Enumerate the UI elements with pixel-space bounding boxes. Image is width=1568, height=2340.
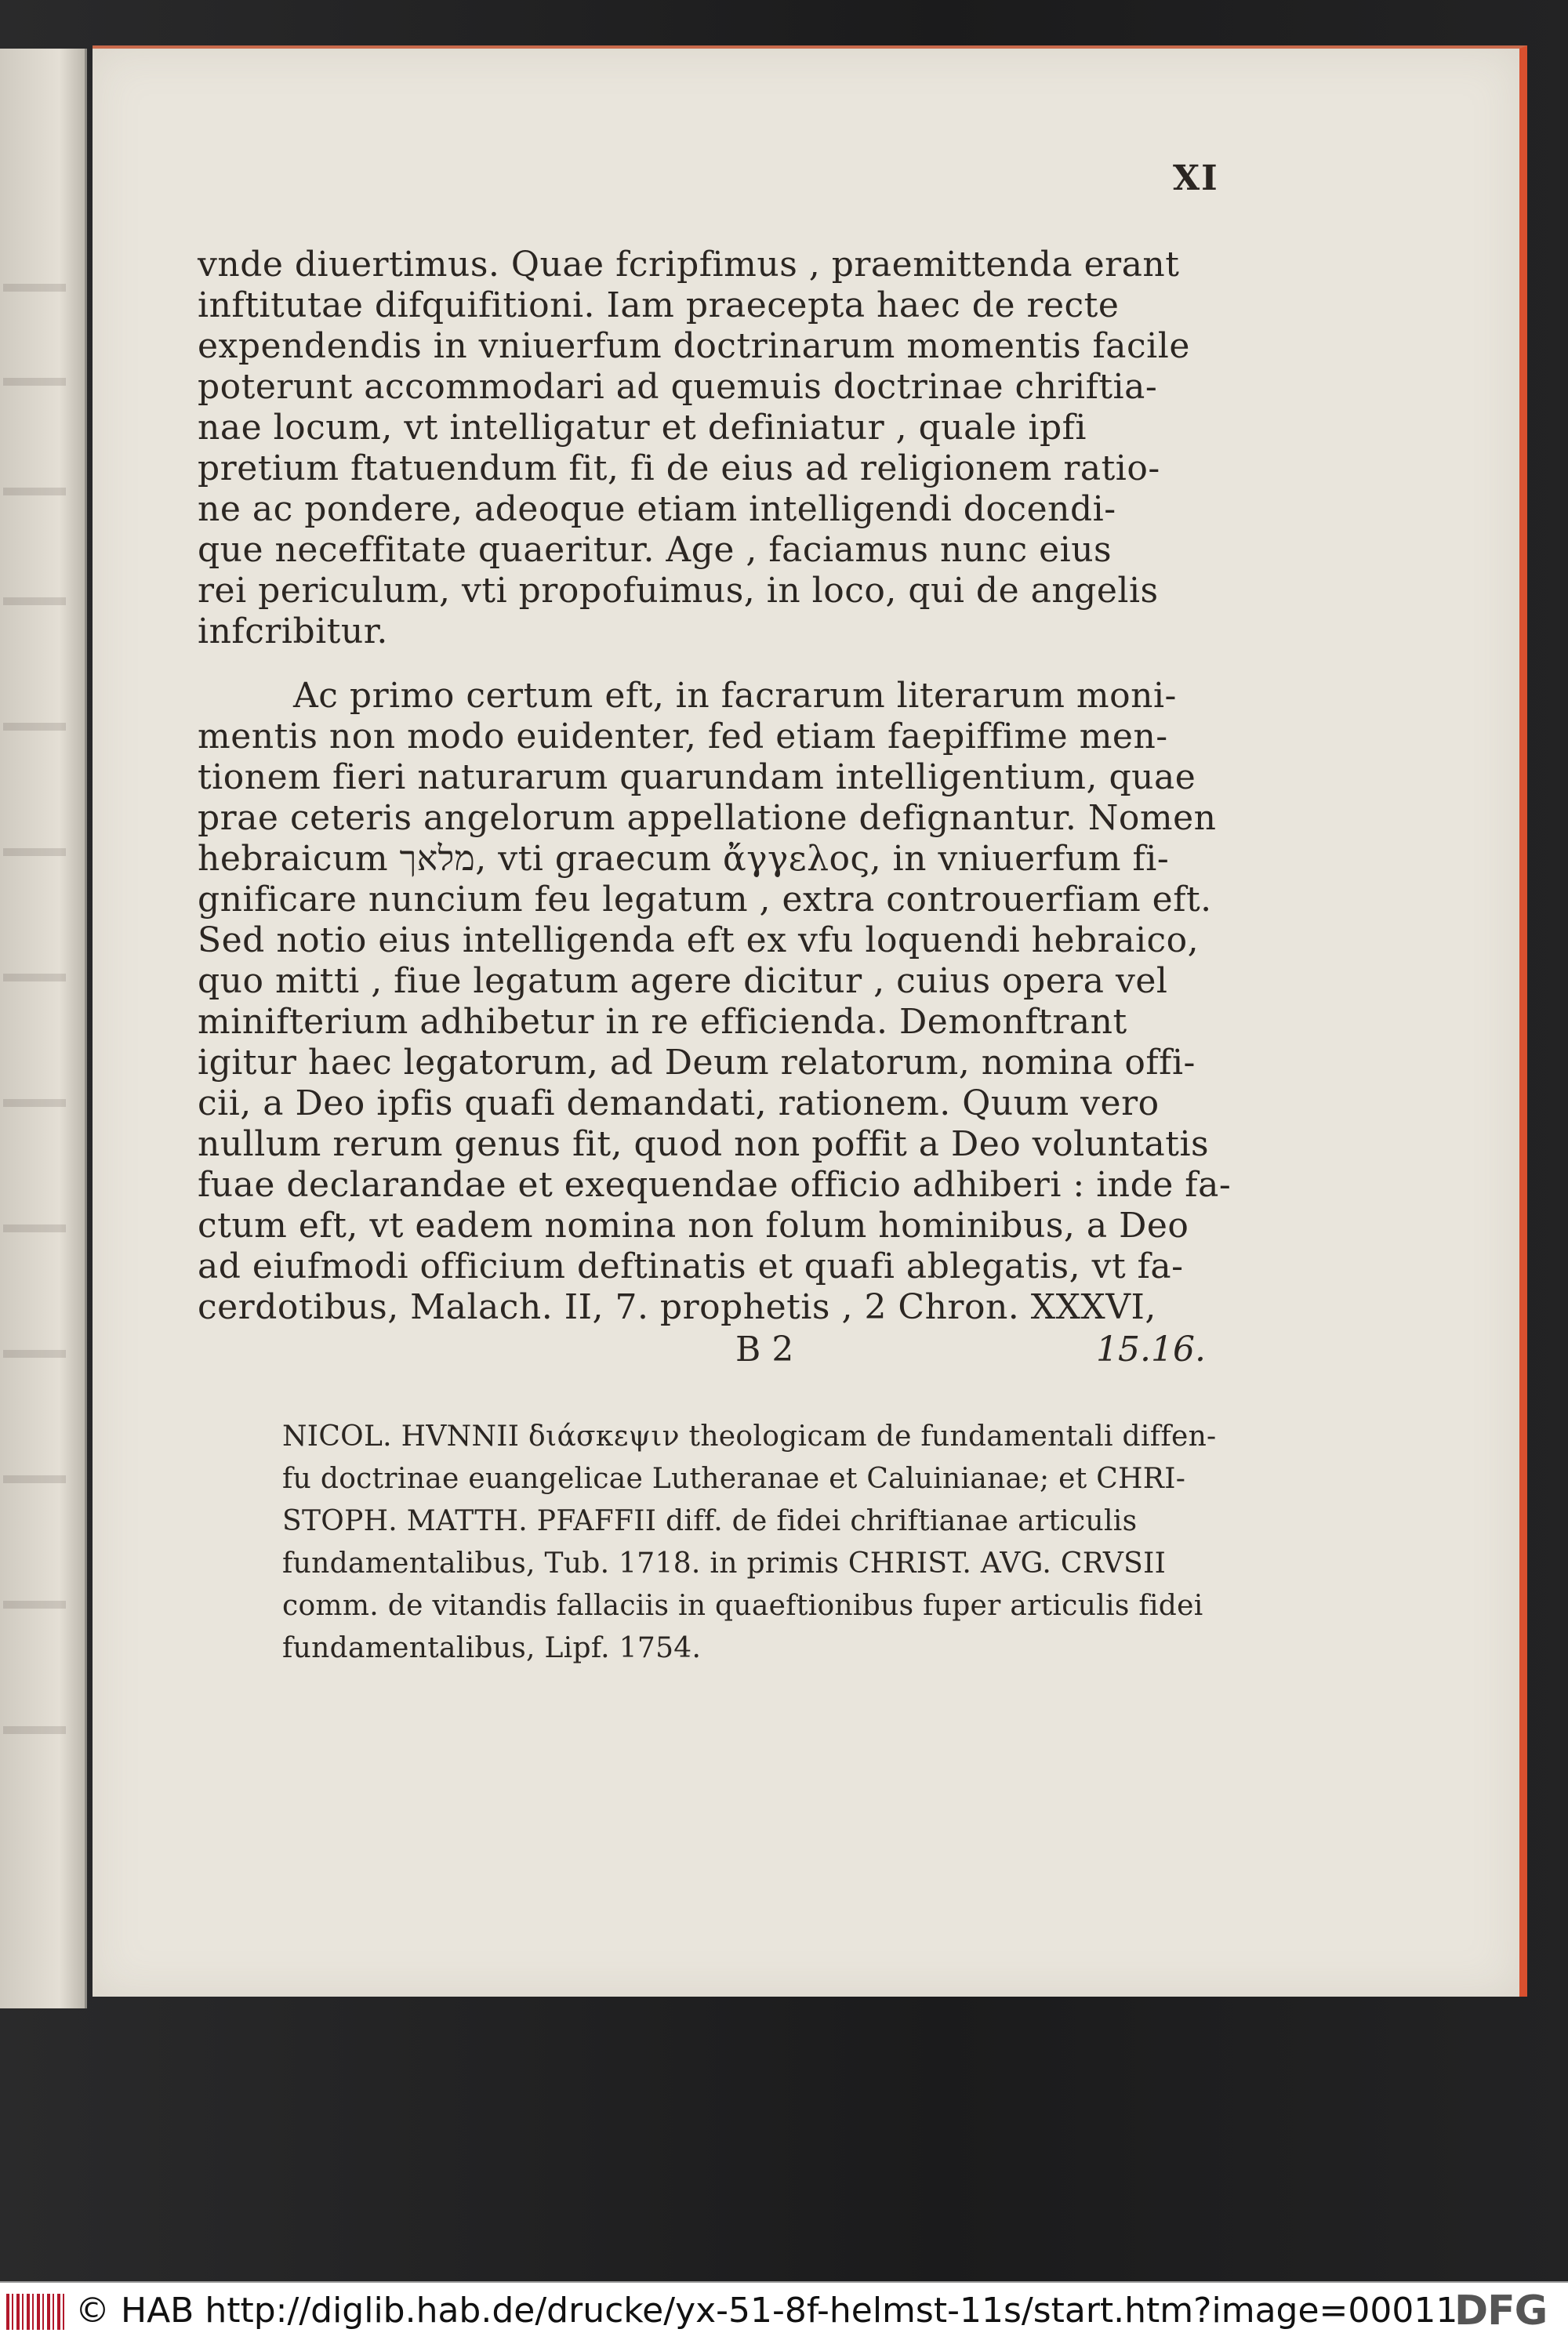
footnote-line: STOPH. MATTH. PFAFFII diff. de fidei chriftianae articulis <box>282 1505 1138 1537</box>
text-line: infcribitur. <box>198 611 388 651</box>
page-number: XI <box>1173 158 1219 198</box>
viewer-footer <box>0 2281 1568 2340</box>
text-line: igitur haec legatorum, ad Deum relatorum, nomina offi- <box>198 1043 1196 1083</box>
footnote-line: comm. de vitandis fallaciis in quaeftionibus fuper articulis fidei <box>282 1590 1203 1622</box>
text-line: cerdotibus, Malach. II, 7. prophetis , 2 Chron. XXXVI, <box>198 1287 1156 1327</box>
text-line: hebraicum מלאך, vti graecum ἄγγελος, in vniuerfum fi- <box>198 839 1170 879</box>
text-line: quo mitti , fiue legatum agere dicitur , cuius opera vel <box>198 961 1168 1001</box>
text-line: prae ceteris angelorum appellatione defignantur. Nomen <box>198 798 1217 838</box>
text-line: tionem fieri naturarum quarundam intelligentium, quae <box>198 757 1196 797</box>
text-line: ad eiufmodi officium deftinatis et quafi ablegatis, vt fa- <box>198 1246 1184 1286</box>
book-page <box>93 45 1527 1997</box>
text-line: fuae declarandae et exequendae officio adhiberi : inde fa- <box>198 1165 1232 1205</box>
text-line: Sed notio eius intelligenda eft ex vfu loquendi hebraico, <box>198 920 1200 960</box>
barcode-icon <box>6 2294 64 2330</box>
footnote-line: fundamentalibus, Lipf. 1754. <box>282 1632 702 1664</box>
text-line: cii, a Deo ipfis quafi demandati, rationem. Quum vero <box>198 1083 1160 1123</box>
footnote-line: fu doctrinae euangelicae Lutheranae et Caluinianae; et CHRI- <box>282 1463 1186 1495</box>
text-line: inftitutae difquifitioni. Iam praecepta haec de recte <box>198 285 1120 325</box>
text-line: gnificare nuncium feu legatum , extra controuerfiam eft. <box>198 880 1212 920</box>
text-line: expendendis in vniuerfum doctrinarum momentis facile <box>198 326 1190 366</box>
text-line: nullum rerum genus fit, quod non poffit a Deo voluntatis <box>198 1124 1210 1164</box>
previous-page-edge <box>0 49 87 2008</box>
footnote-line: fundamentalibus, Tub. 1718. in primis CHRIST. AVG. CRVSII <box>282 1547 1167 1580</box>
footnote-line: NICOL. HVNNII διάσκεψιν theologicam de fundamentali diffen- <box>282 1420 1217 1453</box>
source-url-link[interactable]: © HAB http://diglib.hab.de/drucke/yx-51-8f-helmst-11s/start.htm?image=00011 <box>75 2291 1458 2331</box>
text-line: mentis non modo euidenter, fed etiam faepiffime men- <box>198 717 1168 756</box>
text-line: rei periculum, vti propofuimus, in loco, qui de angelis <box>198 571 1159 611</box>
text-line: ctum eft, vt eadem nomina non folum hominibus, a Deo <box>198 1206 1189 1246</box>
text-line: nae locum, vt intelligatur et definiatur , quale ipfi <box>198 408 1087 448</box>
catchword: 15.16. <box>1096 1330 1206 1370</box>
text-line: pretium ftatuendum fit, fi de eius ad religionem ratio- <box>198 448 1160 488</box>
text-line: poterunt accommodari ad quemuis doctrinae chriftia- <box>198 367 1158 407</box>
dfg-logo: DFG <box>1454 2287 1548 2335</box>
signature-mark: B 2 <box>735 1330 794 1370</box>
text-line: ne ac pondere, adeoque etiam intelligendi docendi- <box>198 489 1116 529</box>
text-line: vnde diuertimus. Quae fcripfimus , praemittenda erant <box>198 245 1180 285</box>
paragraph-first-line: Ac primo certum eft, in facrarum literarum moni- <box>293 676 1177 716</box>
text-line: minifterium adhibetur in re efficienda. Demonftrant <box>198 1002 1127 1042</box>
text-line: que neceffitate quaeritur. Age , faciamus nunc eius <box>198 530 1112 570</box>
